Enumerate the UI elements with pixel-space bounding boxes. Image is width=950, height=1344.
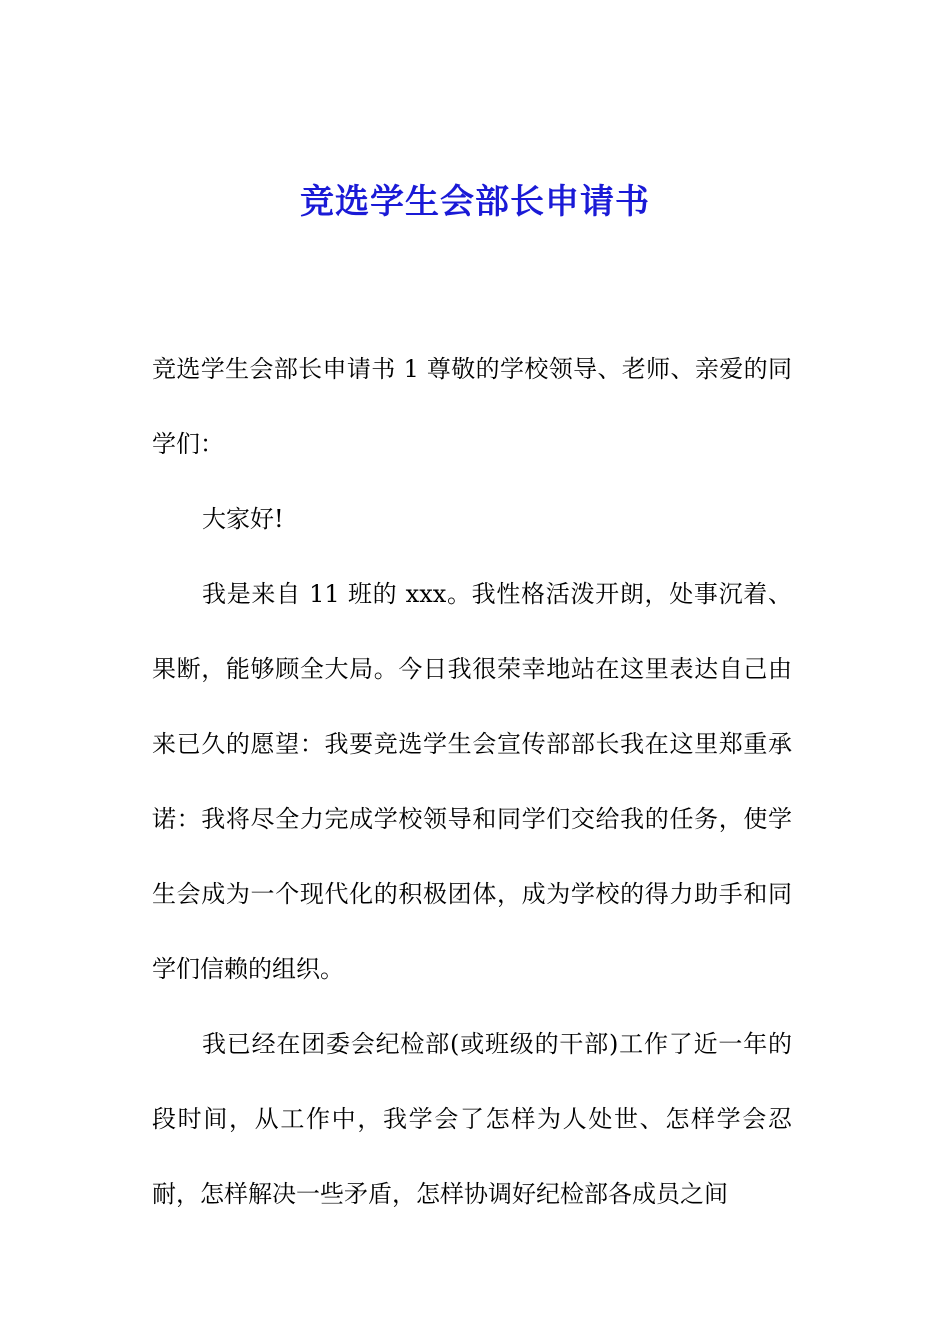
- paragraph-salutation: 竞选学生会部长申请书 1 尊敬的学校领导、老师、亲爱的同学们：: [152, 355, 792, 458]
- paragraph-greeting: 大家好!: [202, 505, 284, 533]
- paragraph-introduction: 我是来自 11 班的 xxx。我性格活泼开朗，处事沉着、果断，能够顾全大局。今日我很荣幸地站在这里表达自己由来已久的愿望：我要竞选学生会宣传部部长我在这里郑重承诺：我将尽全力完成学校领导和同学们交给我的任务，使学生会成为一个现代化的积极团体，成为学校的得力助手和同学们信赖的组织。: [152, 580, 792, 983]
- document-title: 竞选学生会部长申请书: [300, 182, 650, 222]
- document-body: [152, 332, 792, 1232]
- paragraph-experience: 我已经在团委会纪检部(或班级的干部)工作了近一年的段时间，从工作中，我学会了怎样为人处世、怎样学会忍耐，怎样解决一些矛盾，怎样协调好纪检部各成员之间: [152, 1030, 792, 1208]
